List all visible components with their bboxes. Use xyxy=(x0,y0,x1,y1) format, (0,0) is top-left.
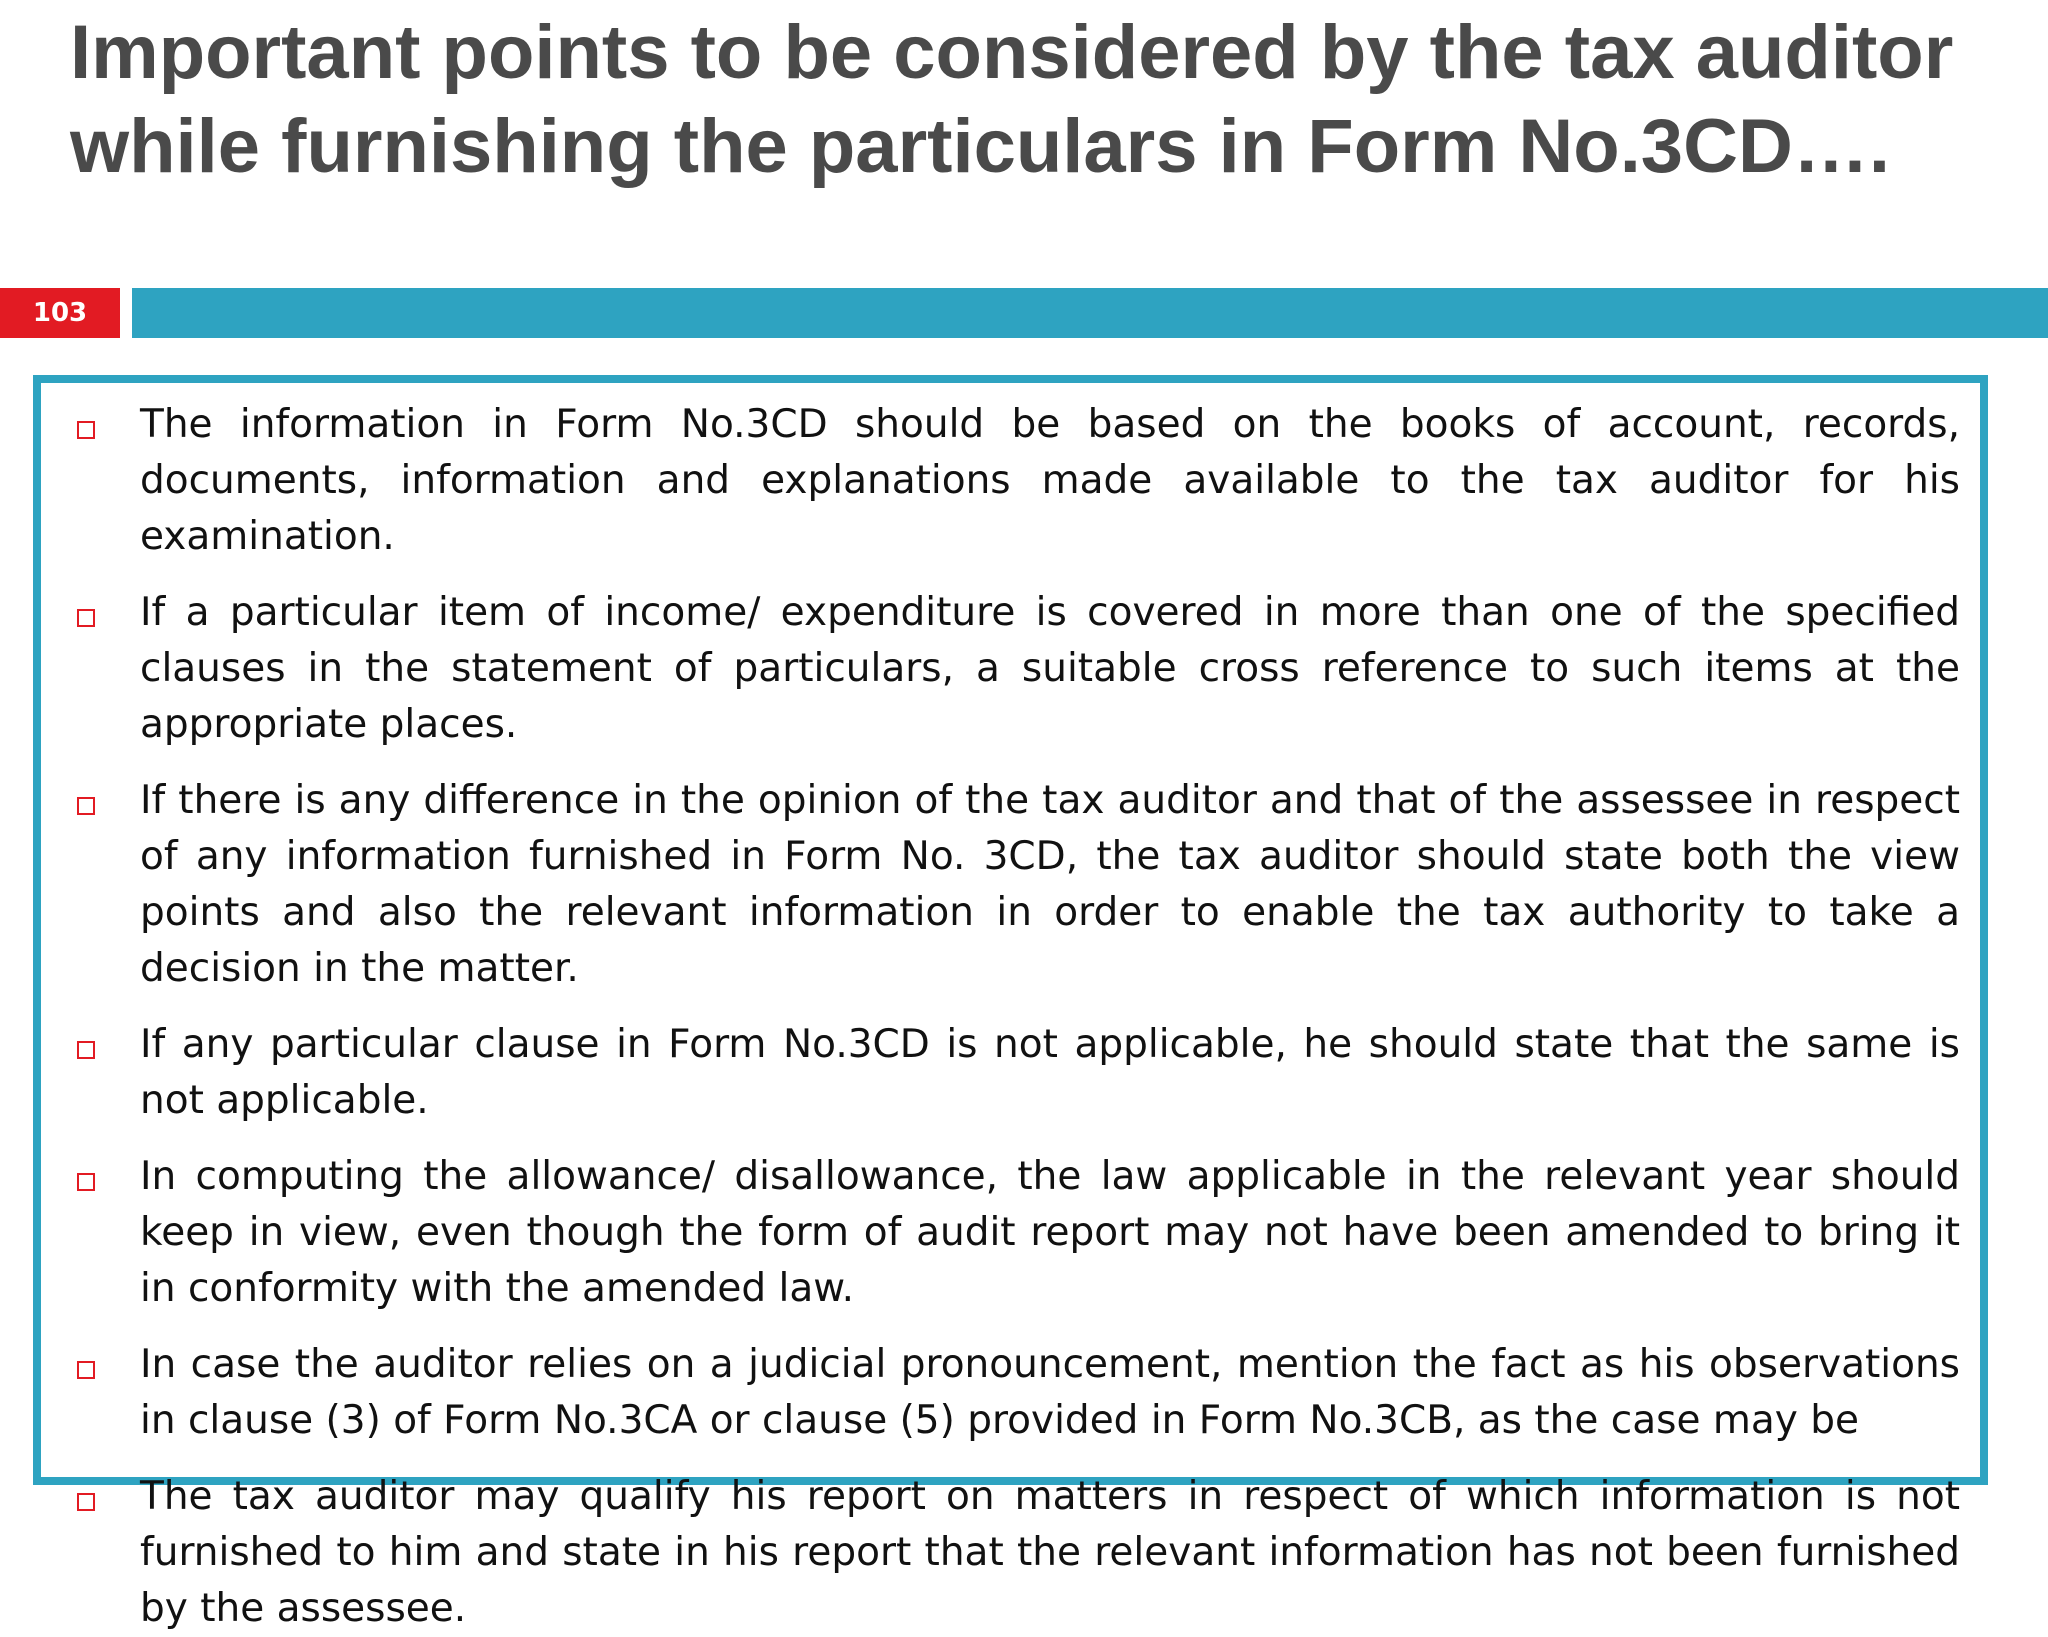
bullet-text: If there is any difference in the opinion of the tax auditor and that of the assessee in respect of any information furnished in Form No. 3CD, the tax auditor should state both the view points and also the relevant information in order to enable the tax authority to take a decision in the matter. xyxy=(140,778,1960,991)
slide-title: Important points to be considered by the tax auditor while furnishing the particulars in Form No.3CD…. xyxy=(70,10,1954,189)
bullet-text: The tax auditor may qualify his report on matters in respect of which information is not furnished to him and state in his report that the relevant information has not been furnished by the assessee. xyxy=(140,1474,1960,1631)
bullet-item xyxy=(61,397,1960,565)
title-accent-bar xyxy=(132,288,2048,338)
hollow-square-bullet-icon xyxy=(77,1173,95,1191)
bullet-text: If any particular clause in Form No.3CD is not applicable, he should state that the same is not applicable. xyxy=(140,1022,1960,1123)
hollow-square-bullet-icon xyxy=(77,797,95,815)
hollow-square-bullet-icon xyxy=(77,609,95,627)
bullet-text: In computing the allowance/ disallowance, the law applicable in the relevant year should keep in view, even though the form of audit report may not have been amended to bring it in conformity with the amended law. xyxy=(140,1154,1960,1311)
bullet-item xyxy=(61,773,1960,997)
hollow-square-bullet-icon xyxy=(77,421,95,439)
hollow-square-bullet-icon xyxy=(77,1041,95,1059)
bullet-item xyxy=(61,1469,1960,1637)
content-box xyxy=(33,375,1988,1631)
hollow-square-bullet-icon xyxy=(77,1361,95,1379)
bullet-item xyxy=(61,1149,1960,1317)
bullet-text: If a particular item of income/ expenditure is covered in more than one of the specified clauses in the statement of particulars, a suitable cross reference to such items at the appropriate places. xyxy=(140,590,1960,747)
bullet-item xyxy=(61,585,1960,753)
hollow-square-bullet-icon xyxy=(77,1493,95,1511)
bullet-list xyxy=(61,397,1960,1637)
bullet-item xyxy=(61,1337,1960,1449)
slide-number-badge: 103 xyxy=(0,288,120,338)
bullet-item xyxy=(61,1017,1960,1129)
bullet-text: The information in Form No.3CD should be based on the books of account, records, documents, information and explanations made available to the tax auditor for his examination. xyxy=(140,402,1960,559)
bullet-text: In case the auditor relies on a judicial pronouncement, mention the fact as his observations in clause (3) of Form No.3CA or clause (5) provided in Form No.3CB, as the case may be xyxy=(140,1342,1960,1443)
